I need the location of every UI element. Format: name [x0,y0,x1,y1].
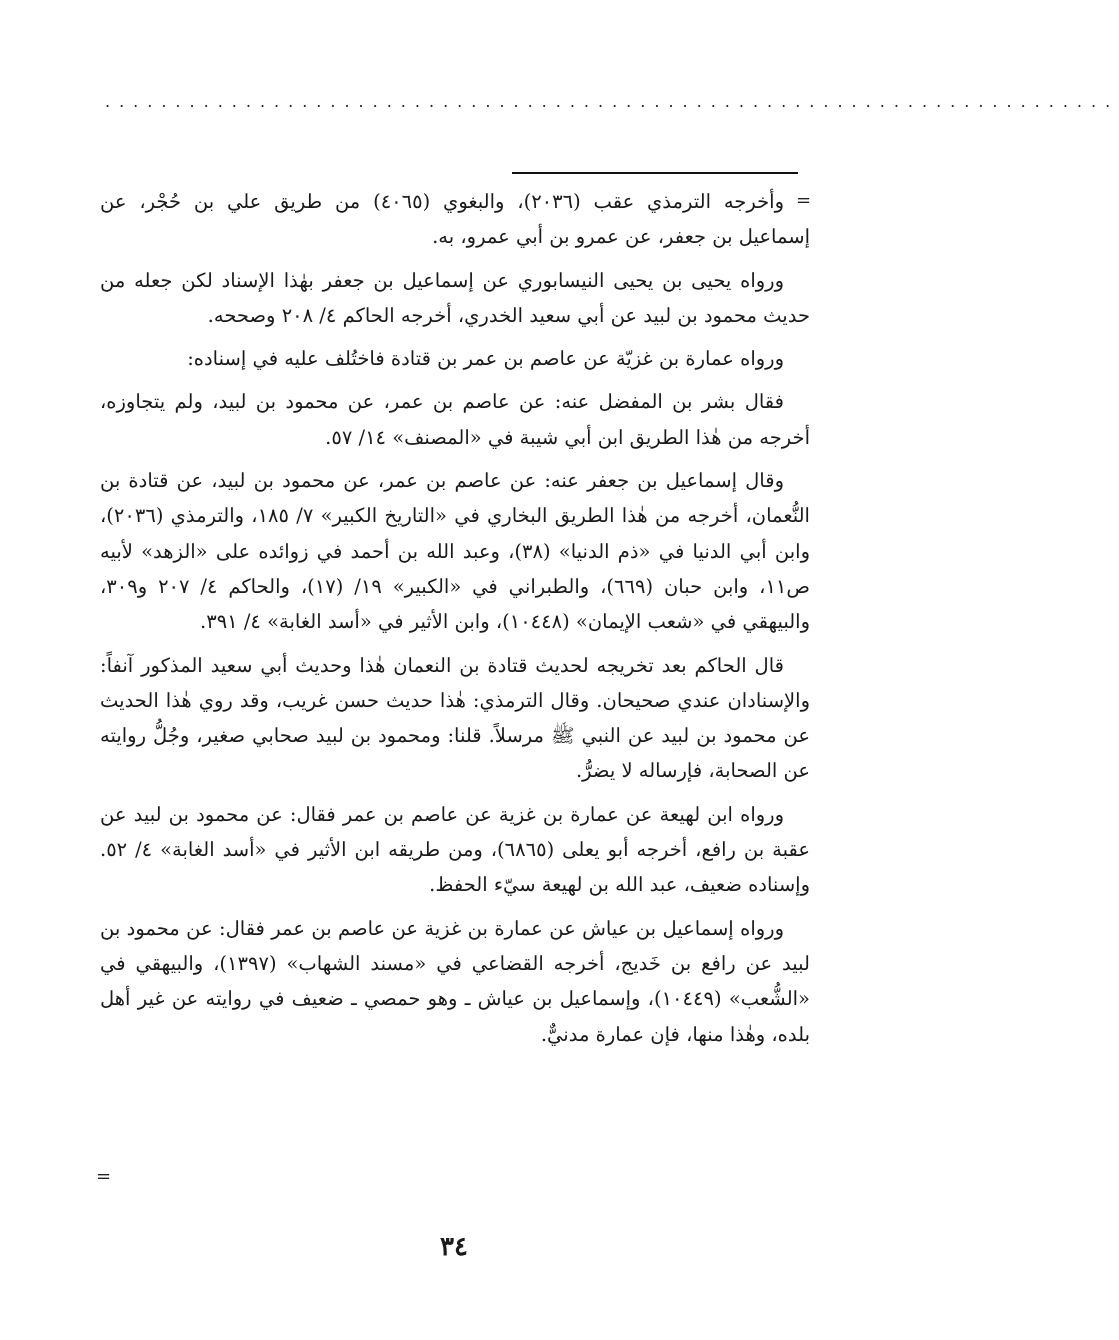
footnote-paragraph: ورواه ابن لهيعة عن عمارة بن غزية عن عاصم بن عمر فقال: عن محمود بن لبيد عن عقبة بن رافع، أخرجه أبو يعلى (٦٨٦٥)، ومن طريقه ابن الأثير في «أسد الغابة» ٤/ ٥٢. وإسناده ضعيف، عبد الله بن لهيعة سيّء الحفظ. [100,802,810,897]
footnote-paragraph: وقال إسماعيل بن جعفر عنه: عن عاصم بن عمر، عن محمود بن لبيد، عن قتادة بن النُّعمان، أخرجه من هٰذا الطريق البخاري في «التاريخ الكبير» ٧/ ١٨٥، والترمذي (٢٠٣٦)، وابن أبي الدنيا في «ذم الدنيا» (٣٨)، وعبد الله بن أحمد في زوائده على «الزهد» لأبيه ص١١، وابن حبان (٦٦٩)، والطبراني في «الكبير» ١٩/ (١٧)، والحاكم ٤/ ٢٠٧ و٣٠٩، والبيهقي في «شعب الإيمان» (١٠٤٤٨)، وابن الأثير في «أسد الغابة» ٤/ ٣٩١. [100,469,810,634]
footnotes-block [100,184,810,1060]
footnote-separator-rule [512,172,798,174]
continuation-mark-start: = [796,190,812,211]
dot-leader: ........................................................................ [105,92,1119,111]
footnote-paragraph: ورواه عمارة بن غزيّة عن عاصم بن عمر بن قتادة فاختُلف عليه في إسناده: [187,347,784,371]
footnote-paragraph: وأخرجه الترمذي عقب (٢٠٣٦)، والبغوي (٤٠٦٥) من طريق علي بن حُجْر، عن إسماعيل بن جعفر، عن عمرو بن أبي عمرو، به. [100,190,810,249]
footnote-paragraph: ورواه يحيى بن يحيى النيسابوري عن إسماعيل بن جعفر بهٰذا الإسناد لكن جعله من حديث محمود بن لبيد عن أبي سعيد الخدري، أخرجه الحاكم ٤/ ٢٠٨ وصححه. [100,268,810,327]
footnote-paragraph: قال الحاكم بعد تخريجه لحديث قتادة بن النعمان هٰذا وحديث أبي سعيد المذكور آنفاً: والإسنادان عندي صحيحان. وقال الترمذي: هٰذا حديث حسن غريب، وقد روي هٰذا الحديث عن محمود بن لبيد عن النبي ﷺ مرسلاً. قلنا: ومحمود بن لبيد صحابي صغير، وجُلُّ روايته عن الصحابة، فإرساله لا يضرُّ. [100,653,810,783]
continuation-mark-end: = [96,1166,112,1187]
page-number: ٣٤ [440,1232,468,1262]
footnote-paragraph: فقال بشر بن المفضل عنه: عن عاصم بن عمر، عن محمود بن لبيد، ولم يتجاوزه، أخرجه من هٰذا الطريق ابن أبي شيبة في «المصنف» ١٤/ ٥٧. [100,390,810,449]
footnote-paragraph: ورواه إسماعيل بن عياش عن عمارة بن غزية عن عاصم بن عمر فقال: عن محمود بن لبيد عن رافع بن خَديج، أخرجه القضاعي في «مسند الشهاب» (١٣٩٧)، والبيهقي في «الشُّعب» (١٠٤٤٩)، وإسماعيل بن عياش ـ وهو حمصي ـ ضعيف في روايته عن غير أهل بلده، وهٰذا منها، فإن عمارة مدنيٌّ. [100,916,810,1046]
